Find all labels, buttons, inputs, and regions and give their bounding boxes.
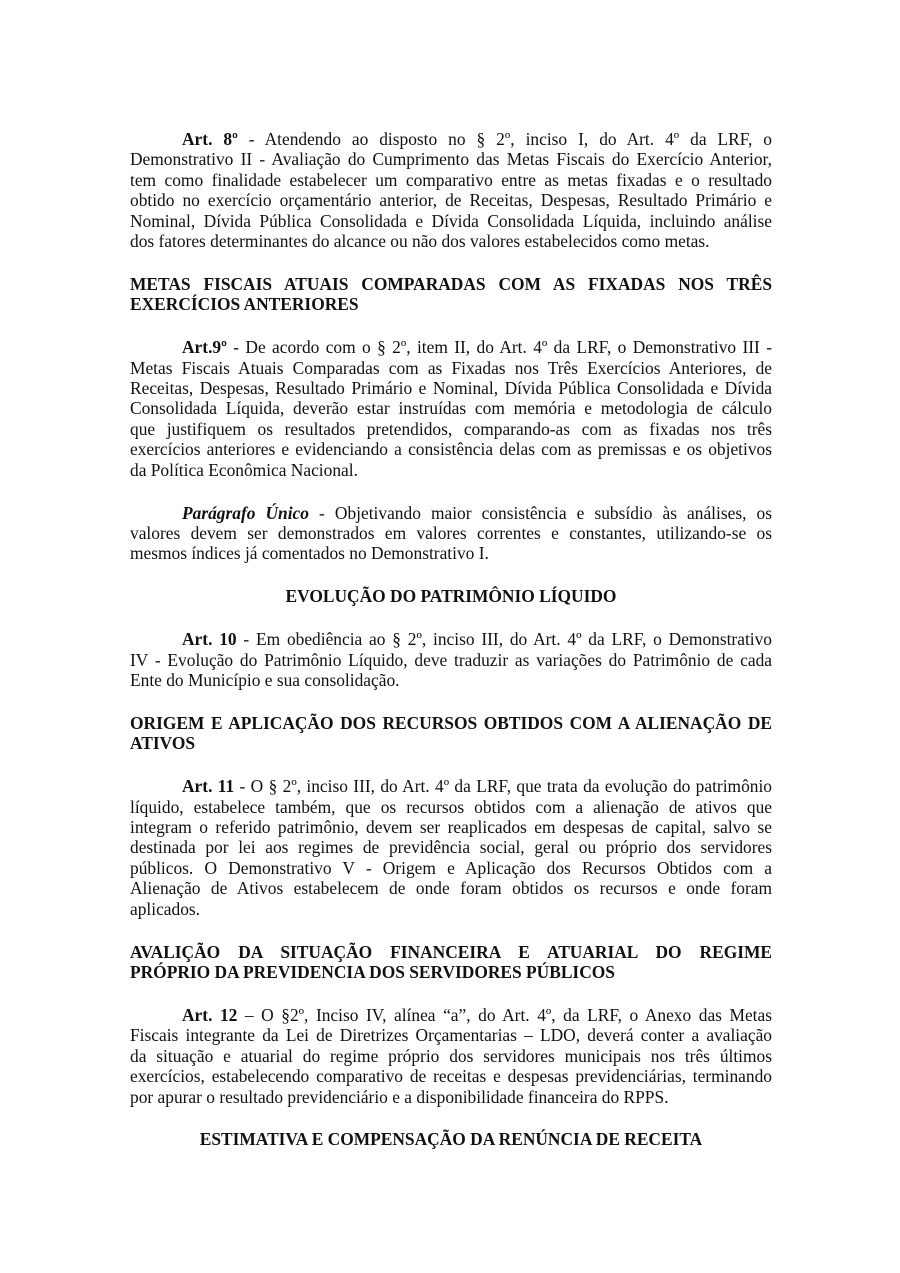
article-label: Art.9º <box>182 337 227 358</box>
text-line: aplicados. <box>130 898 201 919</box>
article-paragraph <box>130 337 772 480</box>
text-line: AVALIÇÃO DA SITUAÇÃO FINANCEIRA E ATUARIAL DO REGIME <box>130 941 772 962</box>
article-label: Parágrafo Único <box>182 502 309 523</box>
article-paragraph <box>130 129 772 251</box>
article-label: Art. 10 <box>182 629 237 650</box>
text-span: - De acordo com o § 2º, item II, do Art. 4º da LRF, o Demonstrativo III - <box>226 337 772 358</box>
text-line: que justifiquem os resultados pretendidos, comparando-as com as fixadas nos três <box>130 418 772 439</box>
text-line: ESTIMATIVA E COMPENSAÇÃO DA RENÚNCIA DE RECEITA <box>199 1129 703 1150</box>
text-line: tem como finalidade estabelecer um comparativo entre as metas fixadas e o resultado <box>130 169 772 190</box>
text-line: Ente do Município e sua consolidação. <box>130 670 400 691</box>
article-paragraph <box>130 776 772 919</box>
article-label: Art. 11 <box>182 776 235 797</box>
section-heading <box>130 1129 772 1149</box>
text-line: Receitas, Despesas, Resultado Primário e Nominal, Dívida Pública Consolidada e Dívida <box>130 378 772 399</box>
text-line <box>130 337 772 357</box>
text-line: por apurar o resultado previdenciário e a disponibilidade financeira do RPPS. <box>130 1086 669 1107</box>
text-line: públicos. O Demonstrativo V - Origem e Aplicação dos Recursos Obtidos com a <box>130 857 772 878</box>
text-line: ATIVOS <box>130 733 196 754</box>
text-line: METAS FISCAIS ATUAIS COMPARADAS COM AS FIXADAS NOS TRÊS <box>130 273 772 294</box>
document-page <box>130 129 772 1150</box>
text-line: Metas Fiscais Atuais Comparadas com as Fixadas nos Três Exercícios Anteriores, de <box>130 357 772 378</box>
text-line: Fiscais integrante da Lei de Diretrizes Orçamentarias – LDO, deverá conter a avaliação <box>130 1025 772 1046</box>
text-line: EXERCÍCIOS ANTERIORES <box>130 294 359 315</box>
text-line: dos fatores determinantes do alcance ou não dos valores estabelecidos como metas. <box>130 231 710 252</box>
text-line: EVOLUÇÃO DO PATRIMÔNIO LÍQUIDO <box>285 586 617 607</box>
article-label: Art. 8º <box>182 129 238 149</box>
section-heading <box>130 713 772 754</box>
text-line: integram o referido patrimônio, devem ser reaplicados em despesas de capital, salvo se <box>130 817 772 838</box>
text-line: mesmos índices já comentados no Demonstrativo I. <box>130 543 489 564</box>
text-line: valores devem ser demonstrados em valores correntes e constantes, utilizando-se os <box>130 523 772 543</box>
text-line <box>130 776 772 796</box>
text-line: da situação e atuarial do regime próprio dos servidores municipais nos três últimos <box>130 1045 772 1066</box>
text-span: - Atendendo ao disposto no § 2º, inciso I, do Art. 4º da LRF, o <box>237 129 773 149</box>
text-line <box>130 629 772 649</box>
text-line: destinada por lei aos regimes de previdência social, geral ou próprio dos servidores <box>130 837 772 858</box>
text-line: Nominal, Dívida Pública Consolidada e Dívida Consolidada Líquida, incluindo análise <box>130 210 772 231</box>
text-line: Alienação de Ativos estabelecem de onde foram obtidos os recursos e onde foram <box>130 878 772 899</box>
text-line: da Política Econômica Nacional. <box>130 459 358 480</box>
text-line: líquido, estabelece também, que os recursos obtidos com a alienação de ativos que <box>130 796 772 817</box>
text-line <box>130 129 772 149</box>
text-span: - Objetivando maior consistência e subsídio às análises, os <box>308 502 772 523</box>
text-span: - O § 2º, inciso III, do Art. 4º da LRF, que trata da evolução do patrimônio <box>234 776 772 797</box>
text-span: – O §2º, Inciso IV, alínea “a”, do Art. 4º, da LRF, o Anexo das Metas <box>237 1004 772 1025</box>
text-line: Consolidada Líquida, deverão estar instruídas com memória e metodologia de cálculo <box>130 398 772 419</box>
article-paragraph <box>130 503 772 564</box>
text-line: ORIGEM E APLICAÇÃO DOS RECURSOS OBTIDOS COM A ALIENAÇÃO DE <box>130 712 772 733</box>
text-line: exercícios, estabelecendo comparativo de receitas e despesas previdenciárias, terminando <box>130 1066 772 1087</box>
section-heading <box>130 274 772 315</box>
text-line: exercícios anteriores e evidenciando a consistência delas com as premissas e os objetivos <box>130 439 772 460</box>
text-span: - Em obediência ao § 2º, inciso III, do Art. 4º da LRF, o Demonstrativo <box>236 629 772 650</box>
section-heading <box>130 586 772 606</box>
section-heading <box>130 942 772 983</box>
text-line <box>130 1005 772 1025</box>
text-line: PRÓPRIO DA PREVIDENCIA DOS SERVIDORES PÚBLICOS <box>130 962 615 982</box>
article-paragraph <box>130 629 772 690</box>
text-line: Demonstrativo II - Avaliação do Cumprimento das Metas Fiscais do Exercício Anterior, <box>130 149 772 170</box>
article-paragraph <box>130 1005 772 1107</box>
text-line: obtido no exercício orçamentário anterior, de Receitas, Despesas, Resultado Primário e <box>130 190 772 211</box>
text-line <box>130 503 772 523</box>
text-line: IV - Evolução do Patrimônio Líquido, deve traduzir as variações do Patrimônio de cada <box>130 649 772 670</box>
article-label: Art. 12 <box>182 1004 238 1025</box>
